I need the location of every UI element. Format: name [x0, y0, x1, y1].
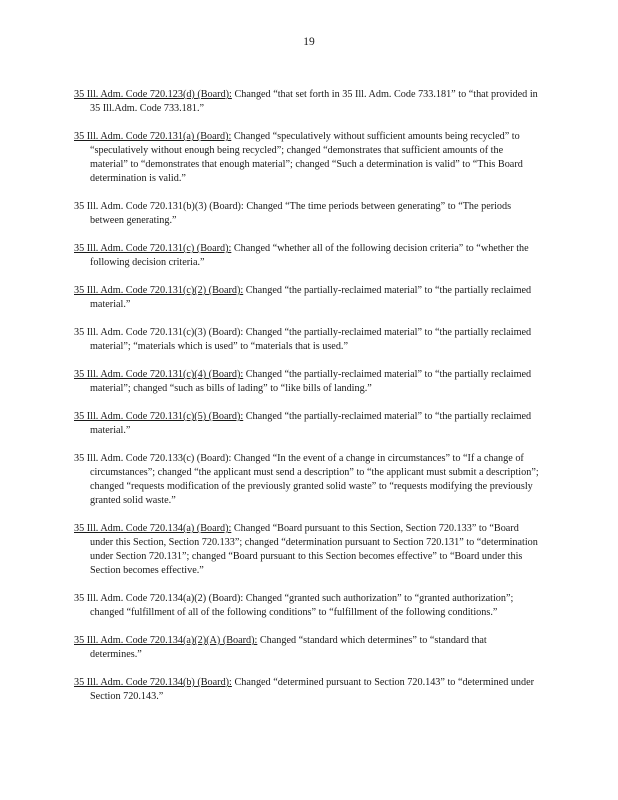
entry-citation: 35 Ill. Adm. Code 720.134(a)(2) (Board):	[74, 593, 244, 604]
amendment-entry	[74, 634, 540, 662]
entry-citation: 35 Ill. Adm. Code 720.131(b)(3) (Board):	[74, 201, 244, 212]
entry-change-text: Changed “the partially-reclaimed material” to “the partially reclaimed material.”	[90, 411, 532, 436]
entry-change-text: Changed “the partially-reclaimed material” to “the partially reclaimed material”; changed “such as bills of lading” to “like bills of landing.”	[90, 369, 532, 394]
entry-citation: 35 Ill. Adm. Code 720.134(a)(2)(A) (Board):	[74, 635, 258, 646]
entry-citation: 35 Ill. Adm. Code 720.131(c)(4) (Board):	[74, 369, 244, 380]
entry-citation: 35 Ill. Adm. Code 720.131(a) (Board):	[74, 131, 232, 142]
entry-citation: 35 Ill. Adm. Code 720.131(c)(2) (Board):	[74, 285, 244, 296]
entry-citation: 35 Ill. Adm. Code 720.131(c) (Board):	[74, 243, 232, 254]
entry-change-text: Changed “In the event of a change in circumstances” to “If a change of circumstances”; changed “the applicant must send a description” to “the applicant must submit a description”; changed “requests modification of the previously granted solid waste” to “requests modifying the previously granted solid waste.”	[90, 453, 539, 506]
amendment-entry	[74, 592, 540, 620]
entry-change-text: Changed “speculatively without sufficient amounts being recycled” to “speculatively without enough being recycled”; changed “demonstrates that sufficient amounts of the material” to “demonstrates that enough material”; changed “Such a determination is valid” to “This Board determination is valid.”	[90, 131, 523, 184]
entry-citation: 35 Ill. Adm. Code 720.134(b) (Board):	[74, 677, 232, 688]
amendment-entry	[74, 284, 540, 312]
amendment-entry	[74, 368, 540, 396]
amendment-entry	[74, 410, 540, 438]
entry-change-text: Changed “that set forth in 35 Ill. Adm. Code 733.181” to “that provided in 35 Ill.Adm. Code 733.181.”	[90, 89, 538, 114]
amendment-entry	[74, 326, 540, 354]
entry-change-text: Changed “determined pursuant to Section 720.143” to “determined under Section 720.143.”	[90, 677, 535, 702]
entry-citation: 35 Ill. Adm. Code 720.131(c)(3) (Board):	[74, 327, 244, 338]
amendment-entry	[74, 130, 540, 186]
amendment-entry	[74, 676, 540, 704]
entry-citation: 35 Ill. Adm. Code 720.123(d) (Board):	[74, 89, 232, 100]
entry-citation: 35 Ill. Adm. Code 720.133(c) (Board):	[74, 453, 232, 464]
entry-change-text: Changed “The time periods between generating” to “The periods between generating.”	[90, 201, 512, 226]
amendment-entry	[74, 200, 540, 228]
amendment-entry	[74, 522, 540, 578]
entry-change-text: Changed “whether all of the following decision criteria” to “whether the following decision criteria.”	[90, 243, 529, 268]
entry-citation: 35 Ill. Adm. Code 720.131(c)(5) (Board):	[74, 411, 244, 422]
entry-change-text: Changed “granted such authorization” to “granted authorization”; changed “fulfillment of all of the following conditions” to “fulfillment of the following conditions.”	[90, 593, 514, 618]
entry-change-text: Changed “the partially-reclaimed material” to “the partially reclaimed material”; “materials which is used” to “materials that is used.”	[90, 327, 532, 352]
entry-citation: 35 Ill. Adm. Code 720.134(a) (Board):	[74, 523, 232, 534]
amendment-entry	[74, 452, 540, 508]
amendment-list	[74, 88, 540, 718]
amendment-entry	[74, 88, 540, 116]
entry-change-text: Changed “Board pursuant to this Section, Section 720.133” to “Board under this Section, Section 720.133”; changed “determination pursuant to Section 720.131” to “determination under Section 720.131”; changed “Board pursuant to this Section becomes effective” to “Board under this Section becomes effective.”	[90, 523, 538, 576]
entry-change-text: Changed “standard which determines” to “standard that determines.”	[90, 635, 487, 660]
amendment-entry	[74, 242, 540, 270]
page-number: 19	[303, 36, 315, 48]
entry-change-text: Changed “the partially-reclaimed material” to “the partially reclaimed material.”	[90, 285, 532, 310]
